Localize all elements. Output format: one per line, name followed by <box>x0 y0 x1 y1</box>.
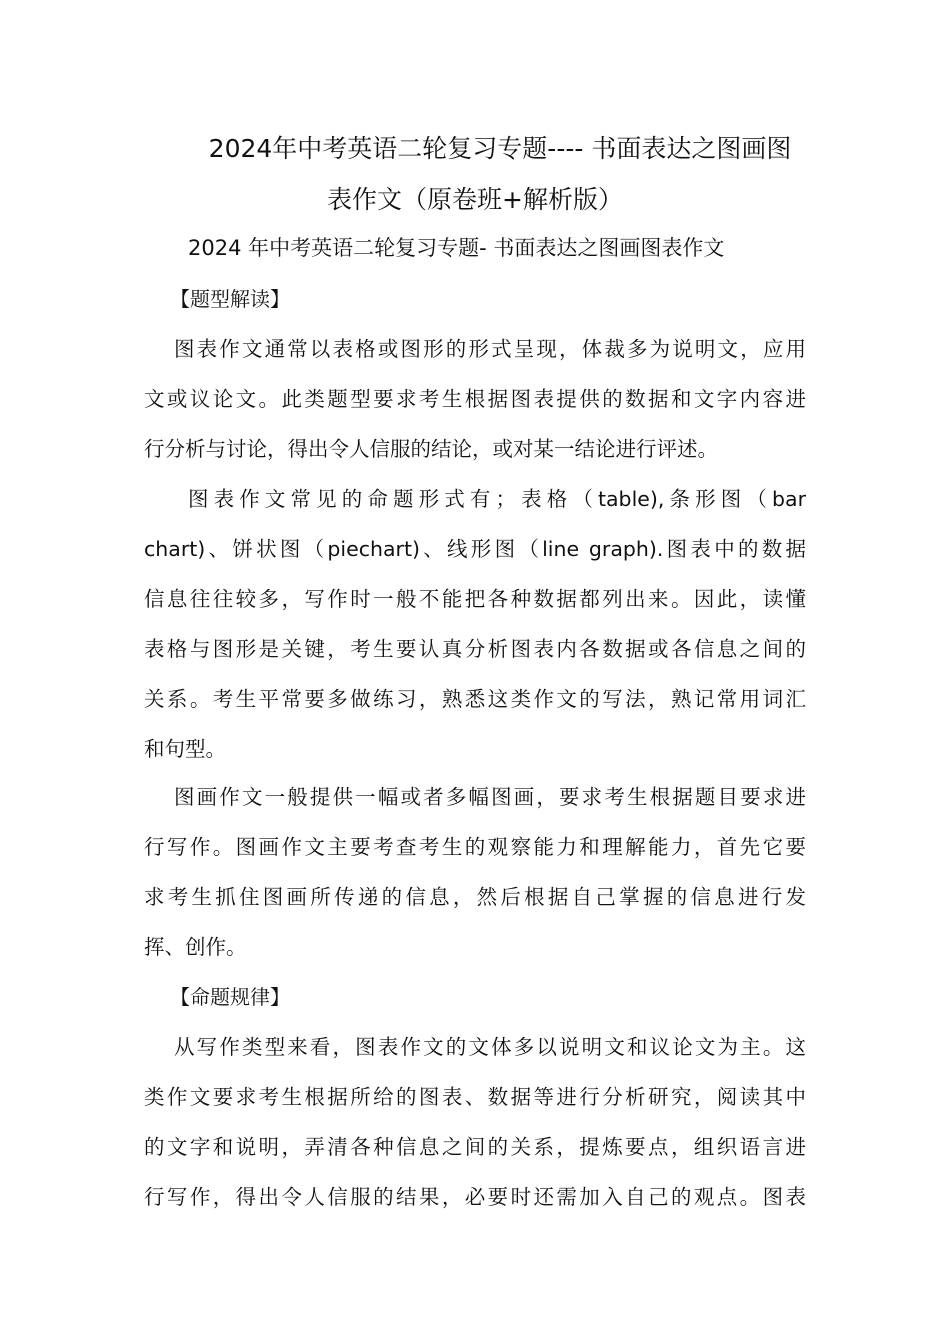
paragraph-2 <box>144 484 806 784</box>
paragraph-line: 的文字和说明，弄清各种信息之间的关系，提炼要点，组织语言进 <box>144 1135 806 1159</box>
paragraph-line: 图表作文通常以表格或图形的形式呈现，体裁多为说明文，应用 <box>174 337 806 361</box>
paragraph-line: 挥、创作。 <box>144 935 247 959</box>
paragraph-line: 行写作，得出令人信服的结果，必要时还需加入自己的观点。图表 <box>144 1185 806 1209</box>
paragraph-4 <box>144 1032 806 1232</box>
paragraph-line: 行分析与讨论，得出令人信服的结论，或对某一结论进行评述。 <box>144 437 718 461</box>
paragraph-line: 文或议论文。此类题型要求考生根据图表提供的数据和文字内容进 <box>144 387 806 411</box>
document-title-line-1: 2024年中考英语二轮复习专题---- 书面表达之图画图 <box>208 134 792 163</box>
paragraph-line: 类作文要求考生根据所给的图表、数据等进行分析研究，阅读其中 <box>144 1085 806 1109</box>
paragraph-3 <box>144 782 806 982</box>
paragraph-line: 求考生抓住图画所传递的信息，然后根据自己掌握的信息进行发 <box>144 885 806 909</box>
paragraph-line: 信息往往较多，写作时一般不能把各种数据都列出来。因此，读懂 <box>144 587 806 611</box>
paragraph-line: 行写作。图画作文主要考查考生的观察能力和理解能力，首先它要 <box>144 835 806 859</box>
paragraph-line: 关系。考生平常要多做练习，熟悉这类作文的写法，熟记常用词汇 <box>144 687 806 711</box>
paragraph-line: 表格与图形是关键，考生要认真分析图表内各数据或各信息之间的 <box>144 637 806 661</box>
paragraph-line: chart)、饼状图（piechart)、线形图（line graph).图表中的数据 <box>144 537 806 561</box>
paragraph-line: 图表作文常见的命题形式有；表格（table),条形图（bar <box>188 487 806 511</box>
paragraph-line: 和句型。 <box>144 737 226 761</box>
document-subtitle: 2024 年中考英语二轮复习专题- 书面表达之图画图表作文 <box>188 236 725 260</box>
paragraph-line: 图画作文一般提供一幅或者多幅图画，要求考生根据题目要求进 <box>174 785 806 809</box>
section-heading-type-analysis: 【题型解读】 <box>170 287 290 311</box>
paragraph-1 <box>144 334 806 484</box>
paragraph-line: 从写作类型来看，图表作文的文体多以说明文和议论文为主。这 <box>174 1035 806 1059</box>
section-heading-patterns: 【命题规律】 <box>170 985 290 1009</box>
document-title-line-2: 表作文（原卷班+解析版） <box>327 185 623 214</box>
